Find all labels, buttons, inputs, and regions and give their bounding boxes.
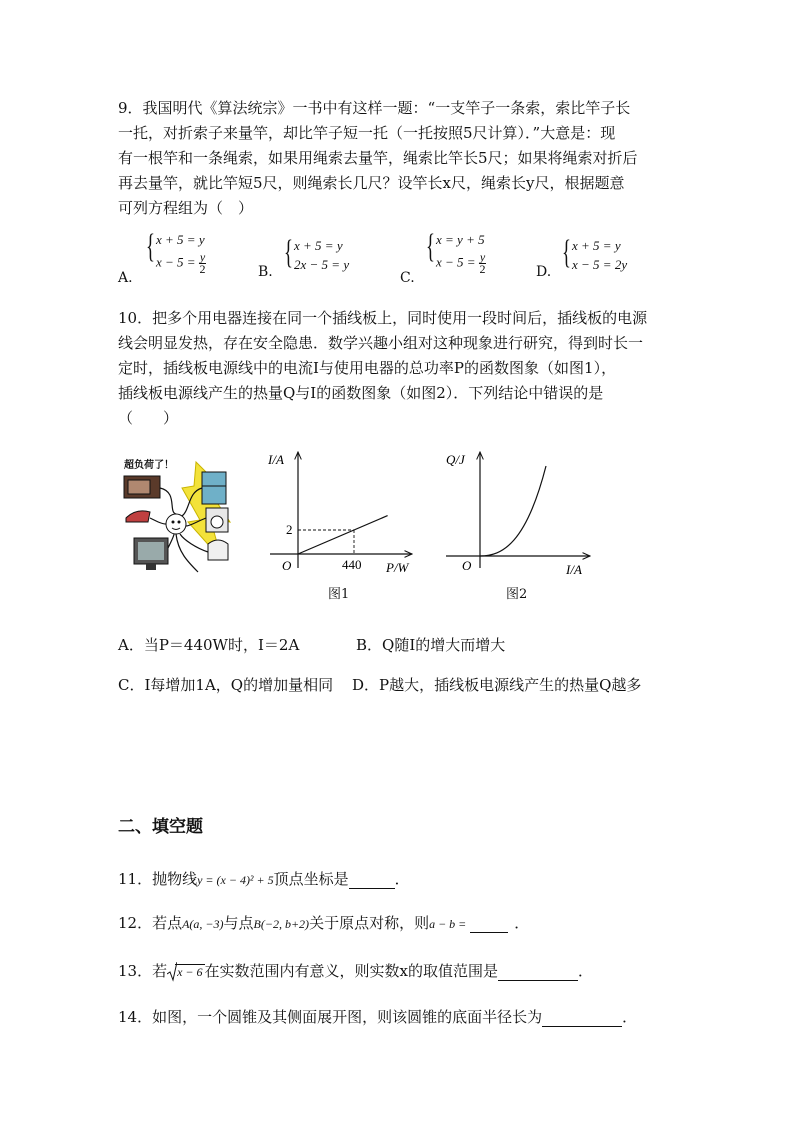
q9-line-1: 9．我国明代《算法统宗》一书中有这样一题：“一支竿子一条索，索比竿子长 xyxy=(118,99,631,117)
option-b-system xyxy=(284,234,374,278)
q14-answer-blank[interactable] xyxy=(542,1008,622,1027)
option-c-letter: C. xyxy=(400,270,415,286)
q10-option-d[interactable]: D．P越大，插线板电源线产生的热量Q越多 xyxy=(352,676,642,694)
fig2-origin-label: O xyxy=(462,558,472,573)
q9-line-3: 有一根竿和一条绳索，如果用绳索去量竿，绳索比竿长5尺；如果将绳索对折后 xyxy=(118,149,638,167)
question-12 xyxy=(118,912,529,933)
q10-line-1: 10．把多个用电器连接在同一个插线板上，同时使用一段时间后，插线板的电源 xyxy=(118,309,648,327)
option-d-letter: D. xyxy=(536,264,552,280)
q13-suffix: 在实数范围内有意义，则实数x的取值范围是 xyxy=(204,962,498,980)
q12-point-a: A(a, −3) xyxy=(182,917,224,931)
q10-option-c[interactable]: C．I每增加1A，Q的增加量相同 xyxy=(118,676,334,694)
option-d-eq2: x − 5 = 2y xyxy=(572,257,628,272)
q12-prefix: 12．若点 xyxy=(118,914,183,932)
option-d-system xyxy=(562,234,652,278)
option-c-fraction xyxy=(479,252,486,275)
q12-end: ． xyxy=(514,914,530,932)
option-a-system xyxy=(146,228,236,278)
q9-line-5: 可列方程组为（ ） xyxy=(118,199,254,217)
q11-suffix: 顶点坐标是 xyxy=(273,870,349,888)
q10-option-a[interactable]: A．当P＝440W时，I＝2A xyxy=(118,636,300,654)
question-10-text xyxy=(118,306,678,431)
fig1-y-tick-label: 2 xyxy=(286,522,293,537)
option-b-eq1: x + 5 = y xyxy=(294,238,343,253)
q10-line-5: （ ） xyxy=(118,409,179,427)
q10-option-b[interactable]: B．Q随I的增大而增大 xyxy=(356,636,506,654)
q11-end: ． xyxy=(394,870,410,888)
option-b-eq2: 2x − 5 = y xyxy=(294,257,350,272)
option-d-eq1: x + 5 = y xyxy=(572,238,621,253)
fraction-denominator: 2 xyxy=(199,262,206,276)
q10-line-4: 插线板电源线产生的热量Q与I的函数图象（如图2）．下列结论中错误的是 xyxy=(118,384,604,402)
q11-formula: y = (x − 4)² + 5 xyxy=(197,873,274,887)
q10-line-2: 线会明显发热，存在安全隐患．数学兴趣小组对这种现象进行研究，得到时长一 xyxy=(118,334,644,352)
option-a-fraction xyxy=(199,252,206,275)
fig1-y-label: I/A xyxy=(268,452,284,467)
q13-radicand: x − 6 xyxy=(177,965,203,979)
option-c-system xyxy=(426,228,516,278)
iron-icon xyxy=(126,511,150,522)
fig1-series-line xyxy=(298,516,388,554)
question-11 xyxy=(118,868,410,889)
q10-line-3: 定时，插线板电源线中的电流I与使用电器的总功率P的函数图象（如图1）， xyxy=(118,359,617,377)
fridge-icon xyxy=(202,472,226,504)
q14-text: 14．如图，一个圆锥及其侧面展开图，则该圆锥的底面半径长为 xyxy=(118,1008,543,1026)
kettle-icon xyxy=(208,540,228,560)
plug-face-icon xyxy=(166,514,186,534)
q12-suffix: 关于原点对称，则 xyxy=(309,914,430,932)
option-a-eq2-left: x − 5 = xyxy=(156,254,196,270)
fig1-x-tick-label: 440 xyxy=(342,557,362,572)
sqrt-icon xyxy=(167,962,177,982)
q12-expression: a − b = xyxy=(429,917,467,931)
fig1-caption: 图1 xyxy=(328,587,350,602)
q11-prefix: 11．抛物线 xyxy=(118,870,198,888)
brace-icon: { xyxy=(562,234,571,271)
overloaded-power-strip-cartoon xyxy=(118,452,246,578)
question-9-text xyxy=(118,96,678,221)
fig2-y-label: Q/J xyxy=(446,452,465,467)
option-a-eq1: x + 5 = y xyxy=(156,232,205,247)
q13-end: ． xyxy=(578,962,594,980)
option-a-letter: A. xyxy=(118,270,133,286)
fig2-x-label: I/A xyxy=(566,562,582,577)
q13-answer-blank[interactable] xyxy=(498,962,578,981)
q12-point-b: B(−2, b+2) xyxy=(253,917,310,931)
q13-prefix: 13．若 xyxy=(118,962,168,980)
option-b-letter: B. xyxy=(258,264,273,280)
q14-end: ． xyxy=(622,1008,638,1026)
brace-icon: { xyxy=(426,228,435,265)
fig2-caption: 图2 xyxy=(506,587,528,602)
fig2-parabola-curve xyxy=(480,466,546,556)
fraction-denominator: 2 xyxy=(479,262,486,276)
q9-line-4: 再去量竿，就比竿短5尺，则绳索长几尺？设竿长x尺，绳索长y尺，根据题意 xyxy=(118,174,625,192)
figure-1-current-vs-power xyxy=(262,448,432,600)
cartoon-label: 超负荷了！ xyxy=(124,460,174,471)
option-c-eq2-left: x − 5 = xyxy=(436,254,476,270)
question-13 xyxy=(118,960,593,981)
fraction-numerator: y xyxy=(479,250,486,264)
q12-answer-blank[interactable] xyxy=(470,914,508,933)
option-c-eq2 xyxy=(436,252,486,275)
figure-2-heat-vs-current xyxy=(440,448,600,600)
fig1-origin-label: O xyxy=(282,558,292,573)
q9-line-2: 一托，对折索子来量竿，却比竿子短一托（一托按照5尺计算）．”大意是：现 xyxy=(118,124,616,142)
q12-mid: 与点 xyxy=(223,914,254,932)
brace-icon: { xyxy=(146,228,155,265)
section-2-heading: 二、填空题 xyxy=(118,817,203,837)
fig1-x-label: P/W xyxy=(386,560,409,575)
question-14 xyxy=(118,1006,637,1027)
brace-icon: { xyxy=(284,234,293,271)
option-c-eq1: x = y + 5 xyxy=(436,232,485,247)
q11-answer-blank[interactable] xyxy=(349,870,395,889)
option-a-eq2 xyxy=(156,252,206,275)
q13-sqrt-expression xyxy=(167,965,204,979)
fraction-numerator: y xyxy=(199,250,206,264)
